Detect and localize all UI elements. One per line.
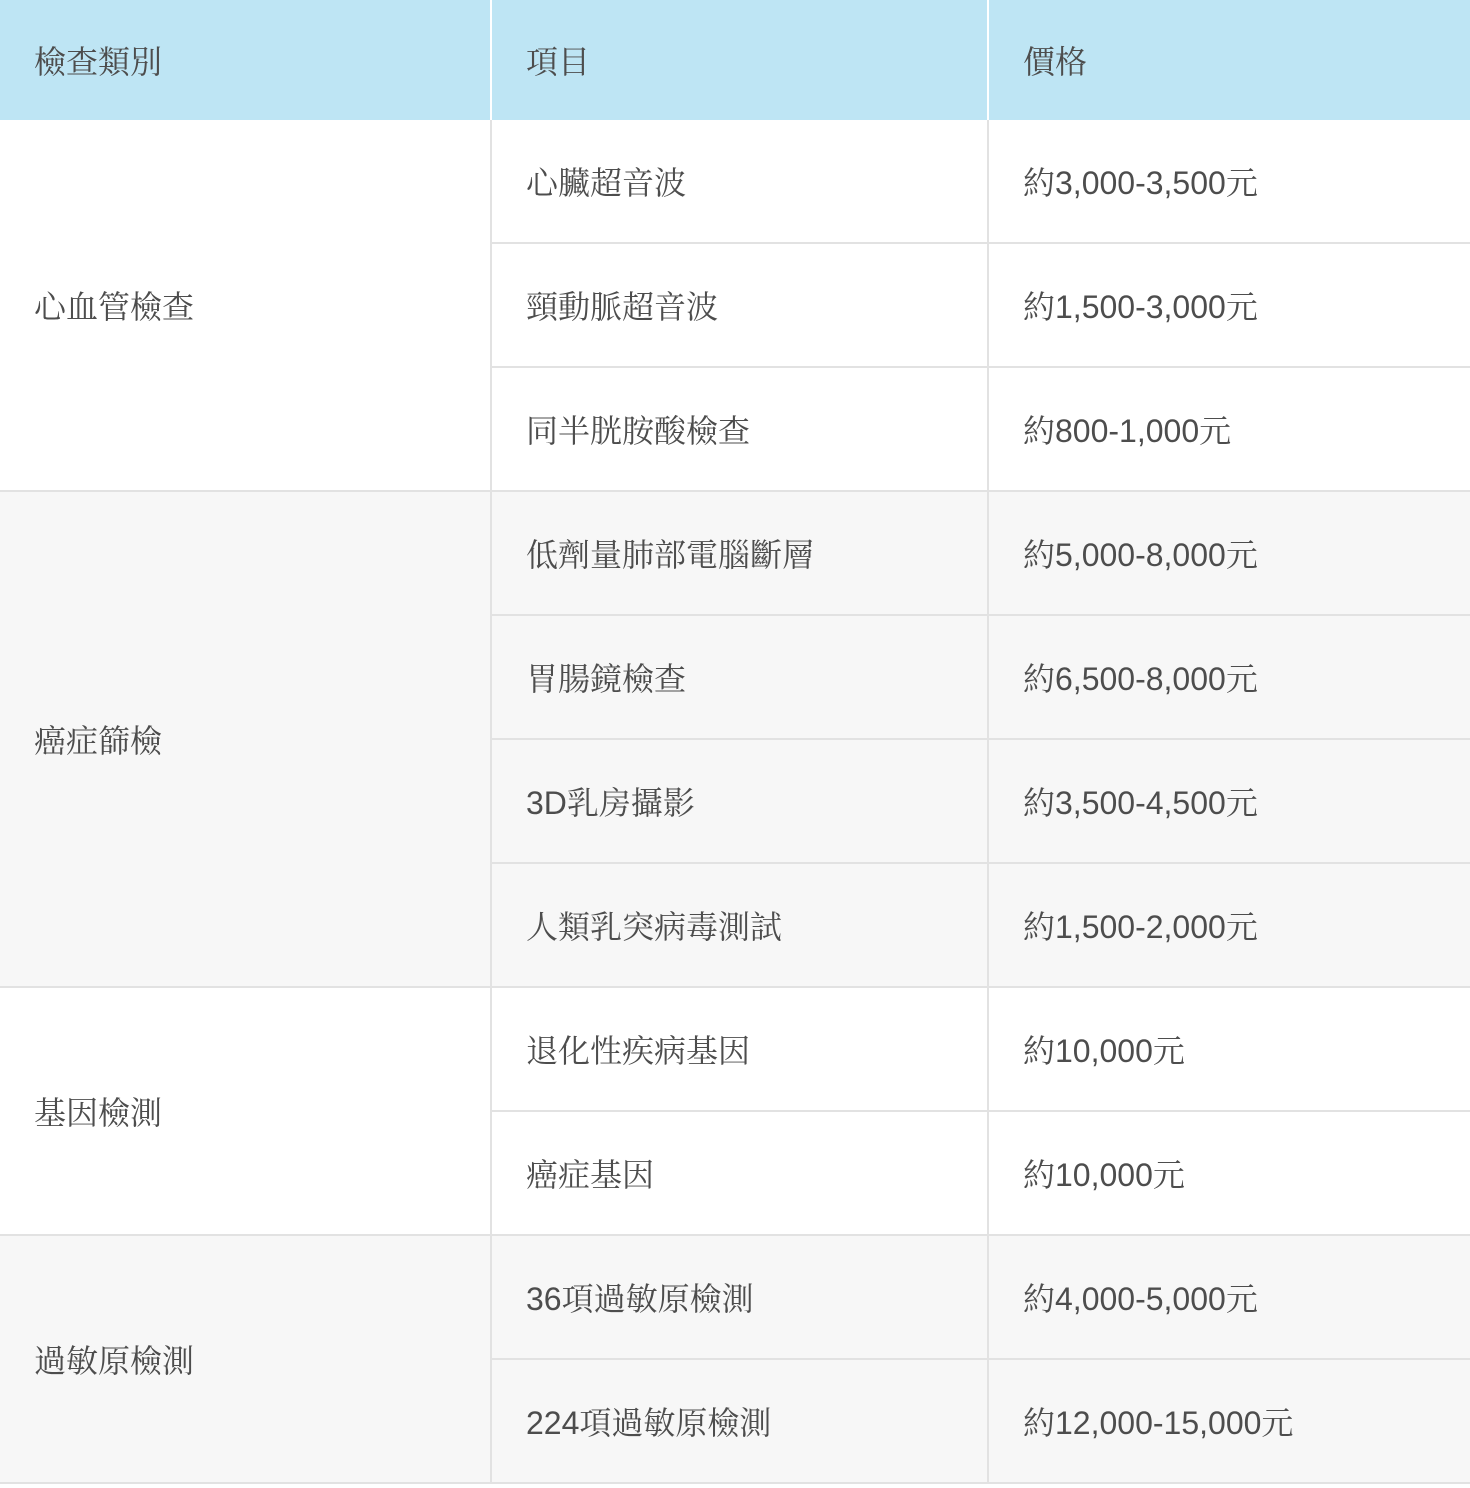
price-cell: 約3,000-3,500元 — [988, 120, 1470, 243]
price-cell: 約10,000元 — [988, 987, 1470, 1111]
category-cell-cancer-screening: 癌症篩檢 — [0, 491, 491, 987]
category-cell-allergen-testing: 過敏原檢測 — [0, 1235, 491, 1483]
price-cell: 約3,500-4,500元 — [988, 739, 1470, 863]
category-cell-gene-testing: 基因檢測 — [0, 987, 491, 1235]
item-cell: 退化性疾病基因 — [491, 987, 988, 1111]
price-cell: 約12,000-15,000元 — [988, 1359, 1470, 1483]
table-row — [0, 1235, 1470, 1359]
item-cell: 胃腸鏡檢查 — [491, 615, 988, 739]
price-cell: 約1,500-2,000元 — [988, 863, 1470, 987]
item-cell: 224項過敏原檢測 — [491, 1359, 988, 1483]
price-cell: 約6,500-8,000元 — [988, 615, 1470, 739]
item-cell: 低劑量肺部電腦斷層 — [491, 491, 988, 615]
item-cell: 心臟超音波 — [491, 120, 988, 243]
category-cell-cardiovascular: 心血管檢查 — [0, 120, 491, 491]
header-item: 項目 — [491, 0, 988, 120]
price-cell: 約1,500-3,000元 — [988, 243, 1470, 367]
price-cell: 約4,000-5,000元 — [988, 1235, 1470, 1359]
item-cell: 36項過敏原檢測 — [491, 1235, 988, 1359]
item-cell: 頸動脈超音波 — [491, 243, 988, 367]
header-category: 檢查類別 — [0, 0, 491, 120]
price-cell: 約800-1,000元 — [988, 367, 1470, 491]
table-row — [0, 120, 1470, 243]
table-row — [0, 491, 1470, 615]
price-cell: 約10,000元 — [988, 1111, 1470, 1235]
item-cell: 癌症基因 — [491, 1111, 988, 1235]
header-row — [0, 0, 1470, 120]
item-cell: 3D乳房攝影 — [491, 739, 988, 863]
item-cell: 人類乳突病毒測試 — [491, 863, 988, 987]
header-price: 價格 — [988, 0, 1470, 120]
price-cell: 約5,000-8,000元 — [988, 491, 1470, 615]
table-row — [0, 987, 1470, 1111]
item-cell: 同半胱胺酸檢查 — [491, 367, 988, 491]
